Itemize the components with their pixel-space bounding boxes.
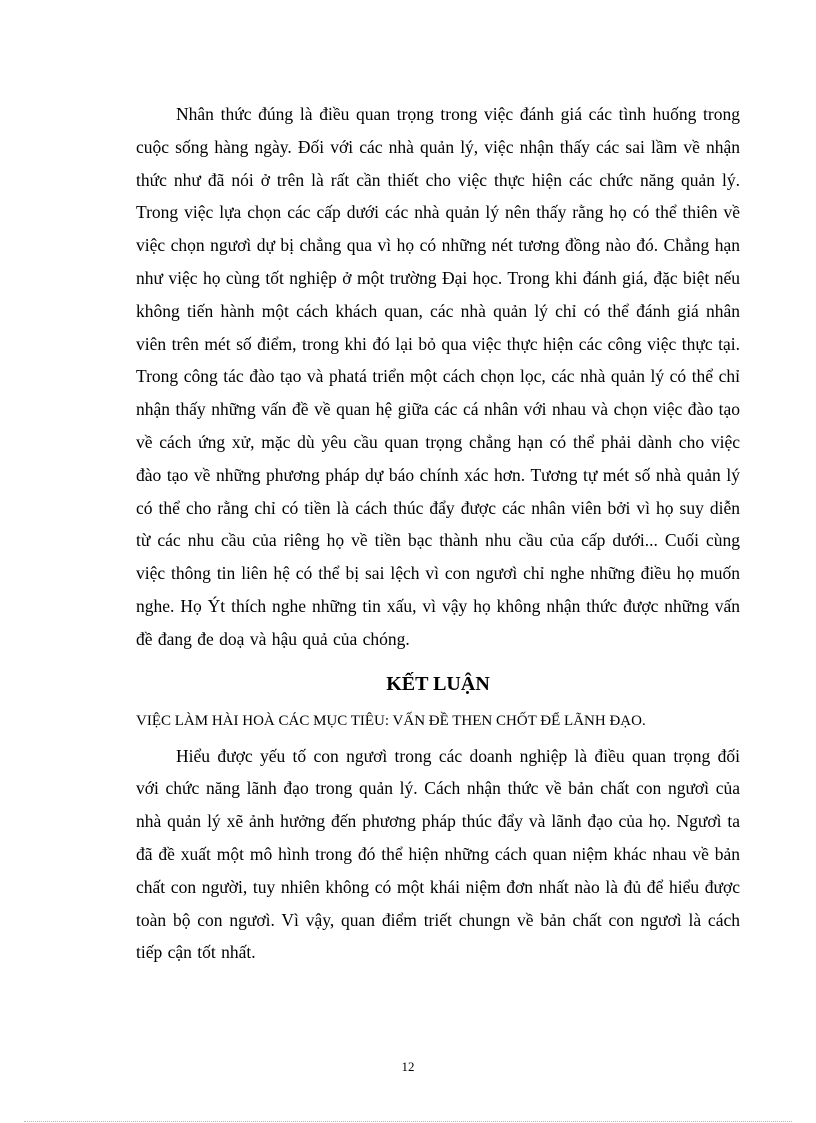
body-paragraph-2: Hiểu được yếu tố con ngươì trong các doanh nghiệp là điều quan trọng đối với chức năng lãnh đạo trong quản lý. Cách nhận thức về bản chất con ngươì của nhà quản lý xẽ ảnh hưởng đến phương pháp thúc đẩy và lãnh đạo của họ. Ngươì ta đã đề xuất một mô hình trong đó thể hiện những cách quan niệm khác nhau về bản chất con người, tuy nhiên không có một khái niệm đơn nhất nào là đủ để hiểu được toàn bộ con ngươì. Vì vậy, quan điểm triết chungn về bản chất con ngươì là cách tiếp cận tốt nhất. [136, 745, 740, 963]
page-content [136, 98, 740, 969]
page-bottom-divider [24, 1121, 792, 1122]
body-paragraph-1: Nhân thức đúng là điều quan trọng trong việc đánh giá các tình huống trong cuộc sống hàng ngày. Đối với các nhà quản lý, việc nhận thấy các sai lầm về nhận thức như đã nói ở trên là rất cần thiết cho việc thực hiện các chức năng quản lý. Trong việc lựa chọn các cấp dưới các nhà quản lý nên thấy rằng họ có thể thiên về việc chọn ngươì dự bị chẳng qua vì họ có những nét tương đồng nào đó. Chẳng hạn như việc họ cùng tốt nghiệp ở một trường Đại học. Trong khi đánh giá, đặc biệt nếu không tiến hành một cách khách quan, các nhà quản lý chỉ có thể đánh giá nhân viên trên mét số điểm, trong khi đó lại bỏ qua việc thực hiện các công việc thực tại. Trong công tác đào tạo và phatá triển một cách chọn lọc, các nhà quản lý có thể chỉ nhận thấy những vấn đề về quan hệ giữa các cá nhân với nhau và chọn việc đào tạo về cách ứng xử, mặc dù yêu cầu quan trọng chẳng hạn có thể phải dành cho việc đào tạo về những phương pháp dự báo chính xác hơn. Tương tự mét số nhà quản lý có thể cho rằng chỉ có tiền là cách thúc đẩy được các nhân viên bởi vì họ suy diễn từ các nhu cầu của riêng họ về tiền bạc thành nhu cầu của cấp dưới... Cuối cùng việc thông tin liên hệ có thể bị sai lệch vì con ngươì chỉ nghe những điều họ muốn nghe. Họ Ýt thích nghe những tin xấu, vì vậy họ không nhận thức được những vấn đề đang đe doạ và hậu quả của chóng. [136, 104, 740, 649]
section-subheading: VIỆC LÀM HÀI HOÀ CÁC MỤC TIÊU: VẤN ĐỀ THEN CHỐT ĐỂ LÃNH ĐẠO. [136, 712, 646, 729]
page-number: 12 [401, 1059, 415, 1074]
section-heading: KẾT LUẬN [386, 672, 490, 695]
